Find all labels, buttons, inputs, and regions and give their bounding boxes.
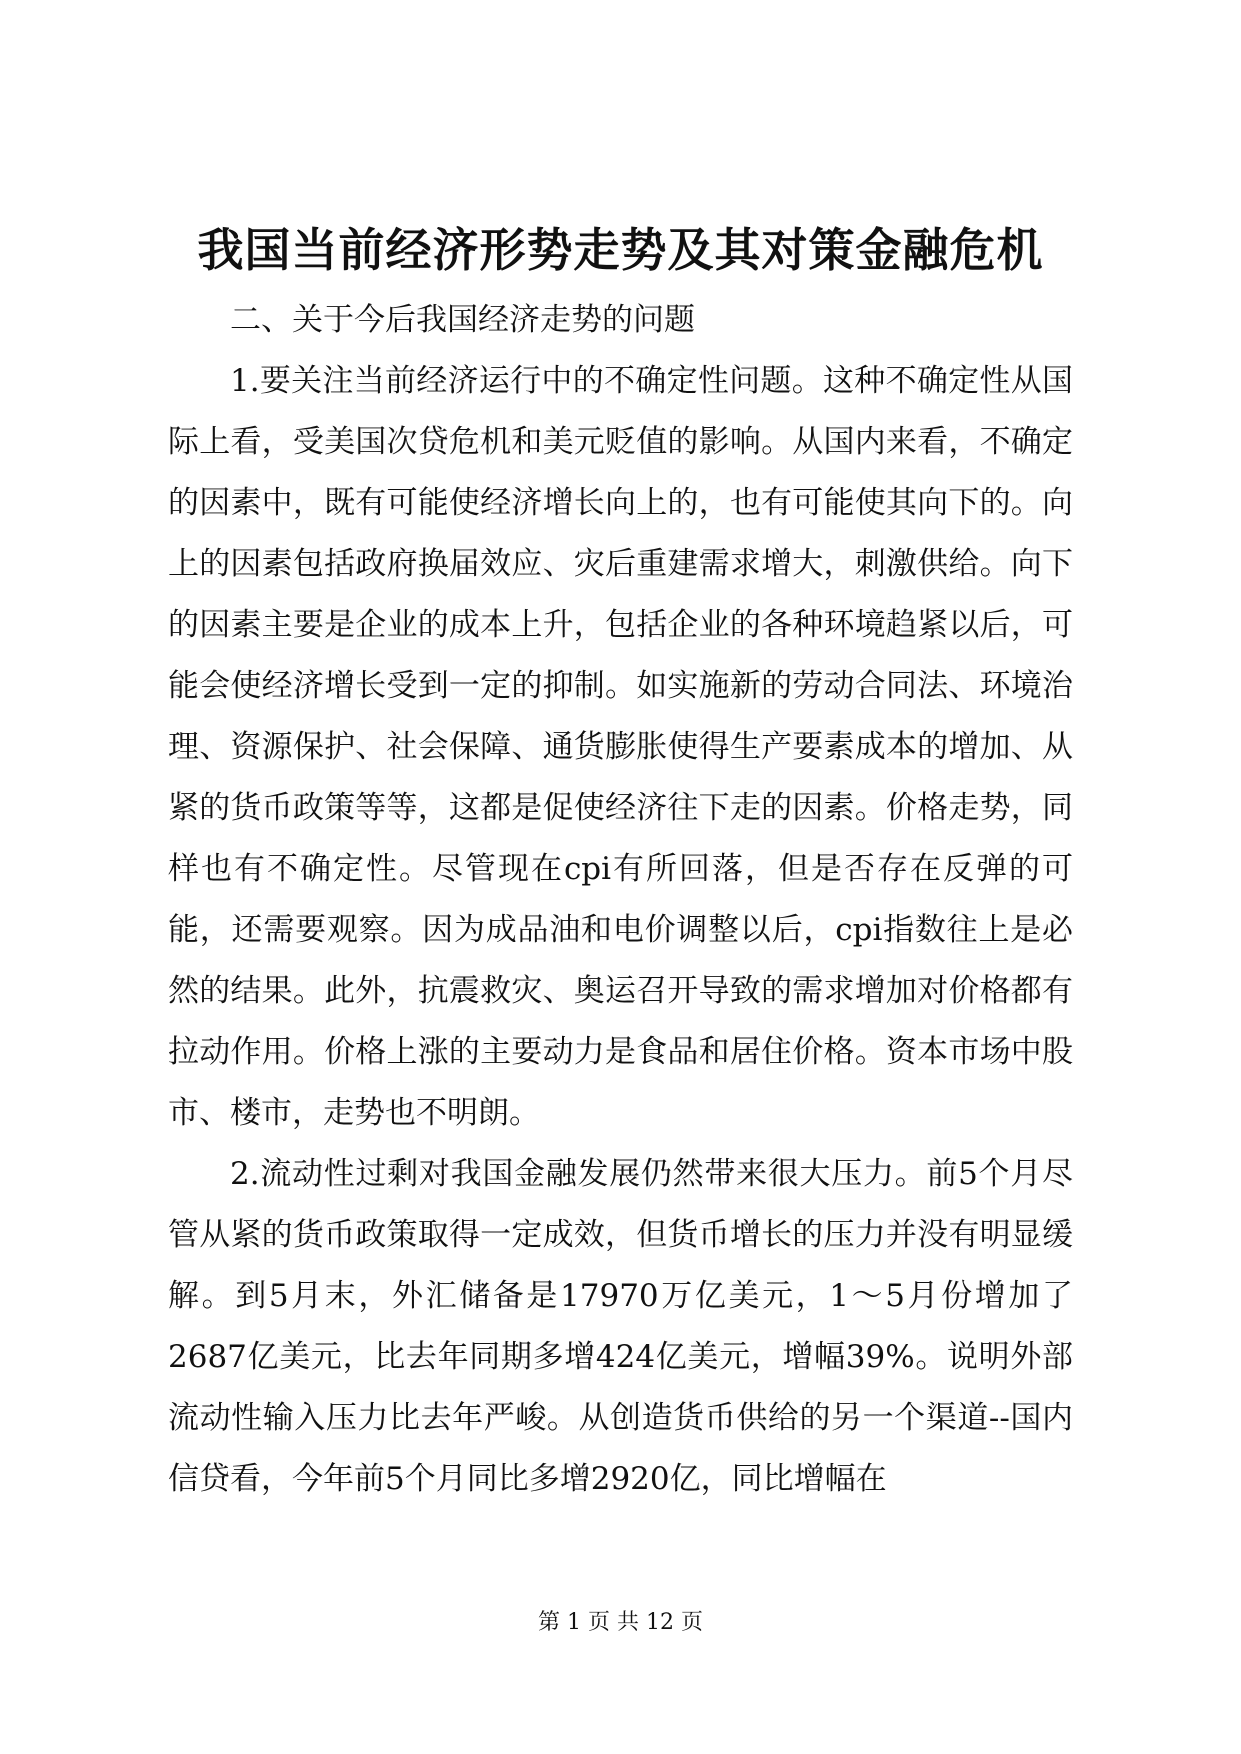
page-footer [0,1608,1241,1638]
document-title: 我国当前经济形势走势及其对策金融危机 [197,223,1044,277]
page-indicator: 第 1 页 共 12 页 [538,1610,703,1635]
paragraph-2: 2.流动性过剩对我国金融发展仍然带来很大压力。前5个月尽管从紧的货币政策取得一定成效，但货币增长的压力并没有明显缓解。到5月末，外汇储备是17970万亿美元，1～5月份增加了2687亿美元，比去年同期多增424亿美元，增幅39%。说明外部流动性输入压力比去年严峻。从创造货币供给的另一个渠道--国内信贷看，今年前5个月同比多增2920亿，同比增幅在 [168,1156,1073,1497]
document-body [168,290,1073,1510]
section-heading: 二、关于今后我国经济走势的问题 [230,302,695,338]
paragraph-1: 1.要关注当前经济运行中的不确定性问题。这种不确定性从国际上看，受美国次贷危机和美元贬值的影响。从国内来看，不确定的因素中，既有可能使经济增长向上的，也有可能使其向下的。向上的因素包括政府换届效应、灾后重建需求增大，刺激供给。向下的因素主要是企业的成本上升，包括企业的各种环境趋紧以后，可能会使经济增长受到一定的抑制。如实施新的劳动合同法、环境治理、资源保护、社会保障、通货膨胀使得生产要素成本的增加、从紧的货币政策等等，这都是促使经济往下走的因素。价格走势，同样也有不确定性。尽管现在cpi有所回落，但是否存在反弹的可能，还需要观察。因为成品油和电价调整以后，cpi指数往上是必然的结果。此外，抗震救灾、奥运召开导致的需求增加对价格都有拉动作用。价格上涨的主要动力是食品和居住价格。资本市场中股市、楼市，走势也不明朗。 [168,363,1073,1131]
